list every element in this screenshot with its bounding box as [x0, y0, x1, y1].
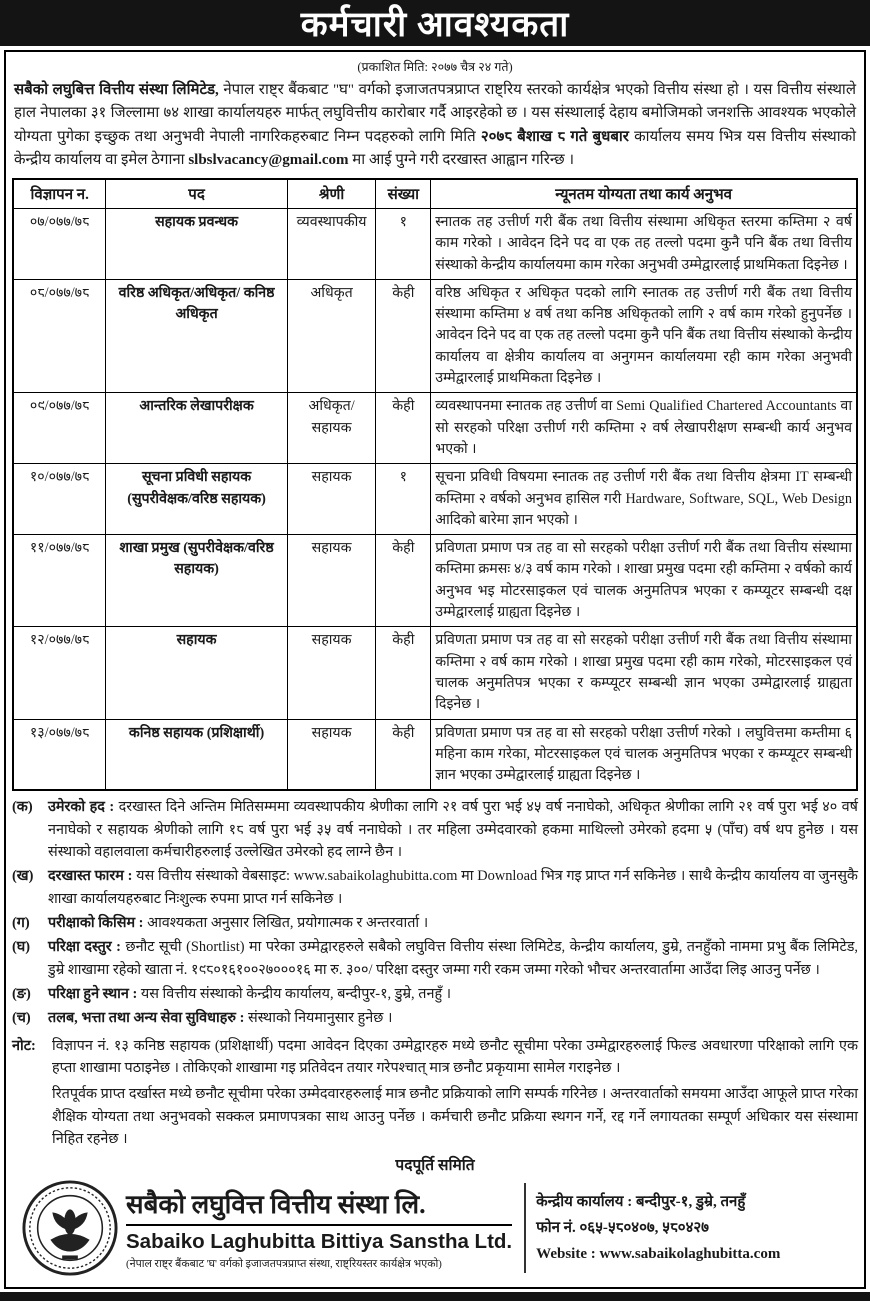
position-cell: आन्तरिक लेखापरीक्षक	[106, 393, 287, 464]
qualification-cell: व्यवस्थापनमा स्नातक तह उत्तीर्ण वा Semi Qualified Chartered Accountants वा सो सरहको परिक्षा उत्तीर्ण गरी कम्तिमा २ वर्ष लेखापरीक्षण सम्बन्धी कार्य अनुभव भएको ।	[431, 393, 857, 464]
note-label: (ख)	[12, 868, 34, 885]
note-title: दरखास्त फारम :	[48, 868, 133, 885]
content-frame	[4, 50, 866, 1289]
note-title: परिक्षा दस्तुर :	[48, 939, 121, 956]
page-title: कर्मचारी आवश्यकता	[300, 4, 570, 44]
ad-number-cell: ०८/०७७/७८	[13, 279, 106, 392]
note-label: (क)	[12, 799, 33, 816]
table-row	[13, 279, 857, 392]
deadline-date: २०७८ बैशाख ८ गते बुधबार	[480, 128, 629, 145]
list-item	[12, 983, 858, 1005]
col-header-level: श्रेणी	[287, 179, 376, 209]
position-cell: सहायक	[106, 627, 287, 719]
col-header-ad-no: विज्ञापन न.	[13, 179, 106, 209]
qualification-cell: वरिष्ठ अधिकृत र अधिकृत पदको लागि स्नातक तह उत्तीर्ण गरी बैंक तथा वित्तीय संस्थामा कम्तिमा ४ वर्ष तथा कनिष्ठ अधिकृतको लागि २ वर्ष काम गरेको हुनुपर्नेछ । आवेदन दिने पद वा एक तह तल्लो पदमा कुनै पनि बैंक तथा वित्तीय संस्थाको केन्द्रीय कार्यालय वा क्षेत्रीय कार्यालय वा अनुगमन कार्यालयमा रही काम गरेका अनुभवी उम्मेद्वारलाई प्राथमिकता दिइनेछ ।	[431, 279, 857, 392]
note-body	[48, 936, 858, 981]
table-header-row	[13, 179, 857, 209]
final-note-body	[52, 1035, 858, 1151]
count-cell: केही	[376, 627, 431, 719]
count-cell: केही	[376, 719, 431, 790]
sabaiko-seal-logo-icon	[21, 1179, 119, 1277]
note-label: (च)	[12, 1010, 31, 1027]
note-body	[48, 1007, 858, 1029]
org-name-english: Sabaiko Laghubitta Bittiya Sanstha Ltd.	[126, 1230, 513, 1254]
notes-list	[12, 796, 858, 1031]
list-item	[12, 912, 858, 934]
level-cell: सहायक	[287, 535, 376, 627]
head-office-address: केन्द्रीय कार्यालय : बन्दीपुर-१, डुम्रे, तनहुँ	[536, 1193, 746, 1210]
intro-paragraph	[12, 78, 858, 177]
level-cell: व्यवस्थापकीय	[287, 209, 376, 280]
contact-block	[536, 1189, 780, 1268]
level-cell: सहायक	[287, 464, 376, 535]
table-row	[13, 719, 857, 790]
note-title: तलब, भत्ता तथा अन्य सेवा सुविधाहरु :	[48, 1010, 245, 1027]
final-note-label: नोट:	[12, 1037, 36, 1054]
table-row	[13, 393, 857, 464]
count-cell: १	[376, 209, 431, 280]
qualification-cell: प्रविणता प्रमाण पत्र तह वा सो सरहको परीक्षा उत्तीर्ण गरी बैंक तथा वित्तीय संस्थामा कम्तिमा क्रमसः ४/३ वर्ष काम गरेको । शाखा प्रमुख पदमा रही कम्तिमा २ वर्षको कार्य अनुभव भइ मोटरसाइकल एवं चालक अनुमतिपत्र भएका र कम्प्यूटर सम्बन्धी दक्ष उम्मेद्वारलाई ग्राह्यता दिइनेछ ।	[431, 535, 857, 627]
note-title: परीक्षाको किसिम :	[48, 915, 144, 932]
level-cell: अधिकृत	[287, 279, 376, 392]
published-date: (प्रकाशित मिति: २०७७ चैत्र २४ गते)	[357, 60, 513, 74]
qualification-cell: स्नातक तह उत्तीर्ण गरी बैंक तथा वित्तीय संस्थामा अधिकृत स्तरमा कम्तिमा २ वर्ष काम गरेको । आवेदन दिने पद वा एक तह तल्लो पदमा कुनै पनि बैंक तथा वित्तीय संस्थाको केन्द्रीय कार्यालयमा काम गरेका अनुभवी उम्मेद्वारलाई प्राथमिकता दिइनेछ ।	[431, 209, 857, 280]
note-title: उमेरको हद :	[48, 799, 115, 816]
phone-numbers: फोन नं. ०६५-५८०४०७, ५८०४२७	[536, 1220, 709, 1237]
vacancy-table	[12, 178, 858, 791]
note-label: (ग)	[12, 915, 30, 932]
level-cell: अधिकृत/ सहायक	[287, 393, 376, 464]
position-cell: सूचना प्रविधी सहायक (सुपरीवेक्षक/वरिष्ठ सहायक)	[106, 464, 287, 535]
table-row	[13, 464, 857, 535]
final-note-para2: रितपूर्वक प्राप्त दर्खास्त मध्ये छनौट सूचीमा परेका उम्मेदवारहरुलाई मात्र छनौट प्रक्रियाको लागि सम्पर्क गरिनेछ । अन्तरवार्ताको समयमा आउँदा आफूले प्राप्त गरेका शैक्षिक योग्यता तथा अनुभवको सक्कल प्रमाणपत्रका साथ आउनु पर्नेछ । कर्मचारी छनौट प्रक्रिया स्थगन गर्ने, रद्द गर्ने लगायतका सम्पूर्ण अधिकार यस संस्थामा निहित रहनेछ ।	[52, 1086, 858, 1148]
position-cell: वरिष्ठ अधिकृत/अधिकृत/ कनिष्ठ अधिकृत	[106, 279, 287, 392]
org-name-nepali: सबैको लघुवित्त वित्तीय संस्था लि.	[126, 1185, 512, 1226]
intro-text-1: नेपाल राष्ट्र बैंकबाट "घ" वर्गको इजाजतपत्रप्राप्त राष्ट्रिय स्तरको कार्यक्षेत्र भएको वित्तीय संस्था हो । यस वित्तीय संस्थाले हाल नेपालका ३१ जिल्लामा ७४ शाखा कार्यालयहरु मार्फत् लघुवित्तीय कारोबार गर्दै आइरहेको छ । यस संस्थालाई देहाय बमोजिमको जनशक्ति आवश्यक भएकोले योग्यता पुगेका इच्छुक तथा अनुभवी नेपाली नागरिकहरुबाट निम्न पदहरुको लागि मिति	[14, 82, 856, 145]
level-cell: सहायक	[287, 719, 376, 790]
count-cell: १	[376, 464, 431, 535]
ad-number-cell: ०९/०७७/७८	[13, 393, 106, 464]
count-cell: केही	[376, 393, 431, 464]
title-bar	[0, 0, 870, 46]
intro-text-2: कार्यालय समय भित्र यस वित्तीय संस्थाको केन्द्रीय कार्यालय वा इमेल ठेगाना	[14, 128, 856, 168]
note-text: दरखास्त दिने अन्तिम मितिसम्ममा व्यवस्थापकीय श्रेणीका लागि २१ वर्ष पुरा भई ४५ वर्ष ननाघेको, अधिकृत श्रेणीका लागि २१ वर्ष पुरा भई ४० वर्ष ननाघेको र सहायक श्रेणीको लागि १८ वर्ष पुरा भई ३५ वर्ष ननाघेको । तर महिला उम्मेदवारको हकमा माथिल्लो उमेरको हदमा ५ (पाँच) वर्ष थप हुनेछ । यस संस्थाको वहालवाला कर्मचारीहरुलाई उल्लेखित उमेरको हद लाग्ने छैन ।	[48, 799, 858, 861]
footer-divider	[524, 1183, 526, 1273]
org-names	[122, 1185, 522, 1271]
note-text: संस्थाको नियमानुसार हुनेछ ।	[248, 1010, 393, 1027]
note-body	[48, 912, 858, 934]
org-logo	[18, 1179, 122, 1277]
level-cell: सहायक	[287, 627, 376, 719]
qualification-cell: प्रविणता प्रमाण पत्र तह वा सो सरहको परीक्षा उत्तीर्ण गरी बैंक तथा वित्तीय संस्थामा कम्तिमा २ वर्ष काम गरेको । शाखा प्रमुख पदमा रही काम गरेको, मोटरसाइकल एवं चालक अनुमतिपत्र भएका र कम्प्यूटर सम्बन्धी ज्ञान भएका उम्मेद्वारलाई ग्राह्यता दिइनेछ ।	[431, 627, 857, 719]
note-text: यस वित्तीय संस्थाको केन्द्रीय कार्यालय, बन्दीपुर-१, डुम्रे, तनहुँ ।	[140, 986, 452, 1003]
ad-number-cell: १२/०७७/७८	[13, 627, 106, 719]
ad-number-cell: १३/०७७/७८	[13, 719, 106, 790]
table-row	[13, 535, 857, 627]
note-text: छनौट सूची (Shortlist) मा परेका उम्मेद्वारहरुले सबैको लघुवित्त वित्तीय संस्था लिमिटेड, केन्द्रीय कार्यालय, डुम्रे, तनहुँको नाममा प्रभु बैंक लिमिटेड, डुम्रे शाखामा रहेको खाता नं. १९८०१६१००२७०००१६ मा रु. ३००/ परिक्षा दस्तुर जम्मा गरी रकम जम्मा गरेको भौचर अन्तरवार्तामा आउँदा लिइ आउनु पर्नेछ ।	[48, 939, 859, 978]
table-row	[13, 209, 857, 280]
vacancy-email: slbslvacancy@gmail.com	[188, 151, 349, 168]
org-tagline: (नेपाल राष्ट्र बैंकबाट 'घ' वर्गको इजाजतपत्रप्राप्त संस्था, राष्ट्रियस्तर कार्यक्षेत्र भएको)	[126, 1258, 442, 1271]
list-item	[12, 796, 858, 863]
col-header-qualification: न्यूनतम योग्यता तथा कार्य अनुभव	[431, 179, 857, 209]
list-item	[12, 1007, 858, 1029]
ad-number-cell: ११/०७७/७८	[13, 535, 106, 627]
table-row	[13, 627, 857, 719]
footer	[12, 1177, 858, 1281]
note-label: (ङ)	[12, 986, 31, 1003]
list-item	[12, 936, 858, 981]
bottom-border-bar	[0, 1292, 870, 1301]
note-text: आवश्यकता अनुसार लिखित, प्रयोगात्मक र अन्तरवार्ता ।	[147, 915, 429, 932]
note-body	[48, 796, 858, 863]
note-text: यस वित्तीय संस्थाको वेबसाइट: www.sabaikolaghubitta.com मा Download भित्र गइ प्राप्त गर्न सकिनेछ । साथै केन्द्रीय कार्यालय वा जुनसुकै शाखा कार्यालयहरुबाट निःशुल्क रुपमा प्राप्त गर्न सकिनेछ ।	[48, 868, 858, 907]
committee-signature: पदपूर्ति समिति	[395, 1157, 475, 1175]
note-title: परिक्षा हुने स्थान :	[48, 986, 138, 1003]
qualification-cell: प्रविणता प्रमाण पत्र तह वा सो सरहको परीक्षा उत्तीर्ण गरेको । लघुवित्तमा कम्तीमा ६ महिना काम गरेका, मोटरसाइकल एवं चालक अनुमतिपत्र भएका र कम्प्यूटर सम्बन्धी ज्ञान भएका उम्मेद्वारलाई ग्राह्यता दिइनेछ ।	[431, 719, 857, 790]
note-body	[48, 865, 858, 910]
note-body	[48, 983, 858, 1005]
ad-number-cell: ०७/०७७/७८	[13, 209, 106, 280]
col-header-count: संख्या	[376, 179, 431, 209]
col-header-position: पद	[106, 179, 287, 209]
final-note	[12, 1035, 858, 1151]
count-cell: केही	[376, 535, 431, 627]
count-cell: केही	[376, 279, 431, 392]
ad-number-cell: १०/०७७/७८	[13, 464, 106, 535]
position-cell: कनिष्ठ सहायक (प्रशिक्षार्थी)	[106, 719, 287, 790]
website-url: Website : www.sabaikolaghubitta.com	[536, 1246, 781, 1263]
note-label: (घ)	[12, 939, 31, 956]
final-note-para1: विज्ञापन नं. १३ कनिष्ठ सहायक (प्रशिक्षार्थी) पदमा आवेदन दिएका उम्मेद्वारहरु मध्ये छनौट सूचीमा परेका उम्मेद्वारहरुलाई फिल्ड अवधारणा परिक्षाको लागि एक हप्ता शाखामा पठाइनेछ । तोकिएको शाखामा गइ प्रतिवेदन तयार गरेपश्चात् मात्र छनौट प्रकृयामा सामेल गराइनेछ ।	[52, 1037, 858, 1077]
org-name-inline: सबैको लघुबित्त वित्तीय संस्था लिमिटेड,	[14, 82, 219, 98]
position-cell: सहायक प्रवन्धक	[106, 209, 287, 280]
intro-text-3: मा आई पुग्ने गरी दरखास्त आह्वान गरिन्छ ।	[348, 151, 575, 168]
qualification-cell: सूचना प्रविधी विषयमा स्नातक तह उत्तीर्ण गरी बैंक तथा वित्तीय क्षेत्रमा IT सम्बन्धी कम्तिमा २ वर्षको अनुभव हासिल गरी Hardware, Software, SQL, Web Design आदिको बारेमा ज्ञान भएको ।	[431, 464, 857, 535]
list-item	[12, 865, 858, 910]
position-cell: शाखा प्रमुख (सुपरीवेक्षक/वरिष्ठ सहायक)	[106, 535, 287, 627]
